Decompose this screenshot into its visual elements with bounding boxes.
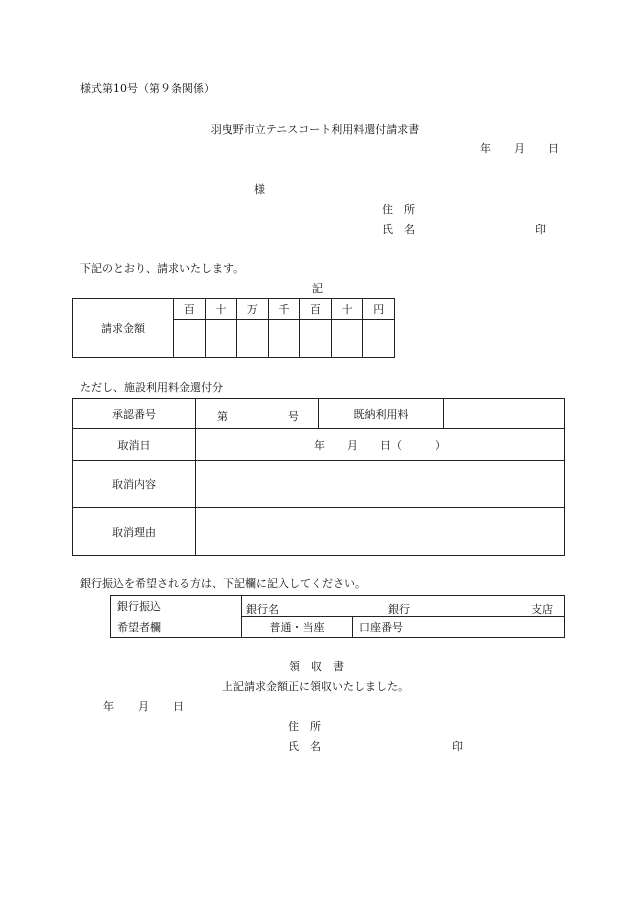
paid-fee-label: 既納利用料: [319, 399, 444, 429]
receipt-month: 月: [138, 700, 149, 713]
bank-label-line2: 希望者欄: [111, 617, 242, 638]
receipt-name-label: 氏 名: [288, 740, 321, 753]
bank-table: [110, 595, 565, 638]
digit-field[interactable]: [300, 320, 332, 358]
branch-suffix: 支店: [531, 603, 553, 616]
amount-label: 請求金額: [73, 299, 174, 358]
document-title: 羽曳野市立テニスコート利用料還付請求書: [210, 123, 420, 136]
receipt-statement: 上記請求金額正に領収いたしました。: [222, 680, 409, 693]
addressee-suffix: 様: [254, 183, 265, 196]
digit-header: 百: [174, 299, 206, 320]
account-number-label: 口座番号: [359, 621, 403, 634]
paid-fee-field[interactable]: [444, 399, 565, 429]
bank-suffix: 銀行: [388, 603, 410, 616]
digit-header: 十: [331, 299, 363, 320]
date-day: 日: [548, 142, 559, 155]
digit-header: 千: [268, 299, 300, 320]
digit-header: 万: [237, 299, 269, 320]
receipt-seal: 印: [452, 740, 463, 753]
date-year: 年: [480, 142, 491, 155]
digit-header: 円: [363, 299, 395, 320]
digit-field[interactable]: [363, 320, 395, 358]
approval-dai: 第: [217, 410, 228, 423]
date-month: 月: [514, 142, 525, 155]
amount-table: [72, 298, 395, 358]
account-type-field[interactable]: 普通・当座: [242, 617, 353, 638]
digit-field[interactable]: [331, 320, 363, 358]
receipt-address-label: 住 所: [288, 720, 321, 733]
receipt-year: 年: [103, 700, 114, 713]
cancel-date-field[interactable]: 年 月 日（ ）: [196, 429, 565, 461]
digit-header: 十: [205, 299, 237, 320]
applicant-seal: 印: [535, 223, 546, 236]
receipt-title: 領 収 書: [289, 660, 344, 673]
approval-go: 号: [288, 410, 299, 423]
digit-field[interactable]: [237, 320, 269, 358]
bank-note: 銀行振込を希望される方は、下記欄に記入してください。: [80, 577, 366, 590]
ki-label: 記: [312, 282, 323, 295]
cancel-content-label: 取消内容: [73, 461, 196, 508]
cancel-date-label: 取消日: [73, 429, 196, 461]
bank-name-field[interactable]: [242, 596, 565, 617]
digit-field[interactable]: [268, 320, 300, 358]
digit-field[interactable]: [205, 320, 237, 358]
cancel-reason-field[interactable]: [196, 508, 565, 556]
cancel-content-field[interactable]: [196, 461, 565, 508]
cancel-reason-label: 取消理由: [73, 508, 196, 556]
account-number-field[interactable]: [353, 617, 565, 638]
request-intro: 下記のとおり、請求いたします。: [80, 262, 245, 275]
facility-note: ただし、施設利用料金還付分: [80, 381, 223, 394]
digit-header: 百: [300, 299, 332, 320]
approval-label: 承認番号: [73, 399, 196, 429]
form-number: 様式第10号（第９条関係）: [80, 82, 215, 95]
bank-label-line1: 銀行振込: [111, 596, 242, 617]
applicant-name-label: 氏 名: [382, 223, 415, 236]
applicant-address-label: 住 所: [382, 203, 415, 216]
digit-field[interactable]: [174, 320, 206, 358]
receipt-day: 日: [173, 700, 184, 713]
details-table: [72, 398, 565, 556]
approval-number-field[interactable]: [196, 399, 319, 429]
bank-name-label: 銀行名: [246, 603, 279, 616]
